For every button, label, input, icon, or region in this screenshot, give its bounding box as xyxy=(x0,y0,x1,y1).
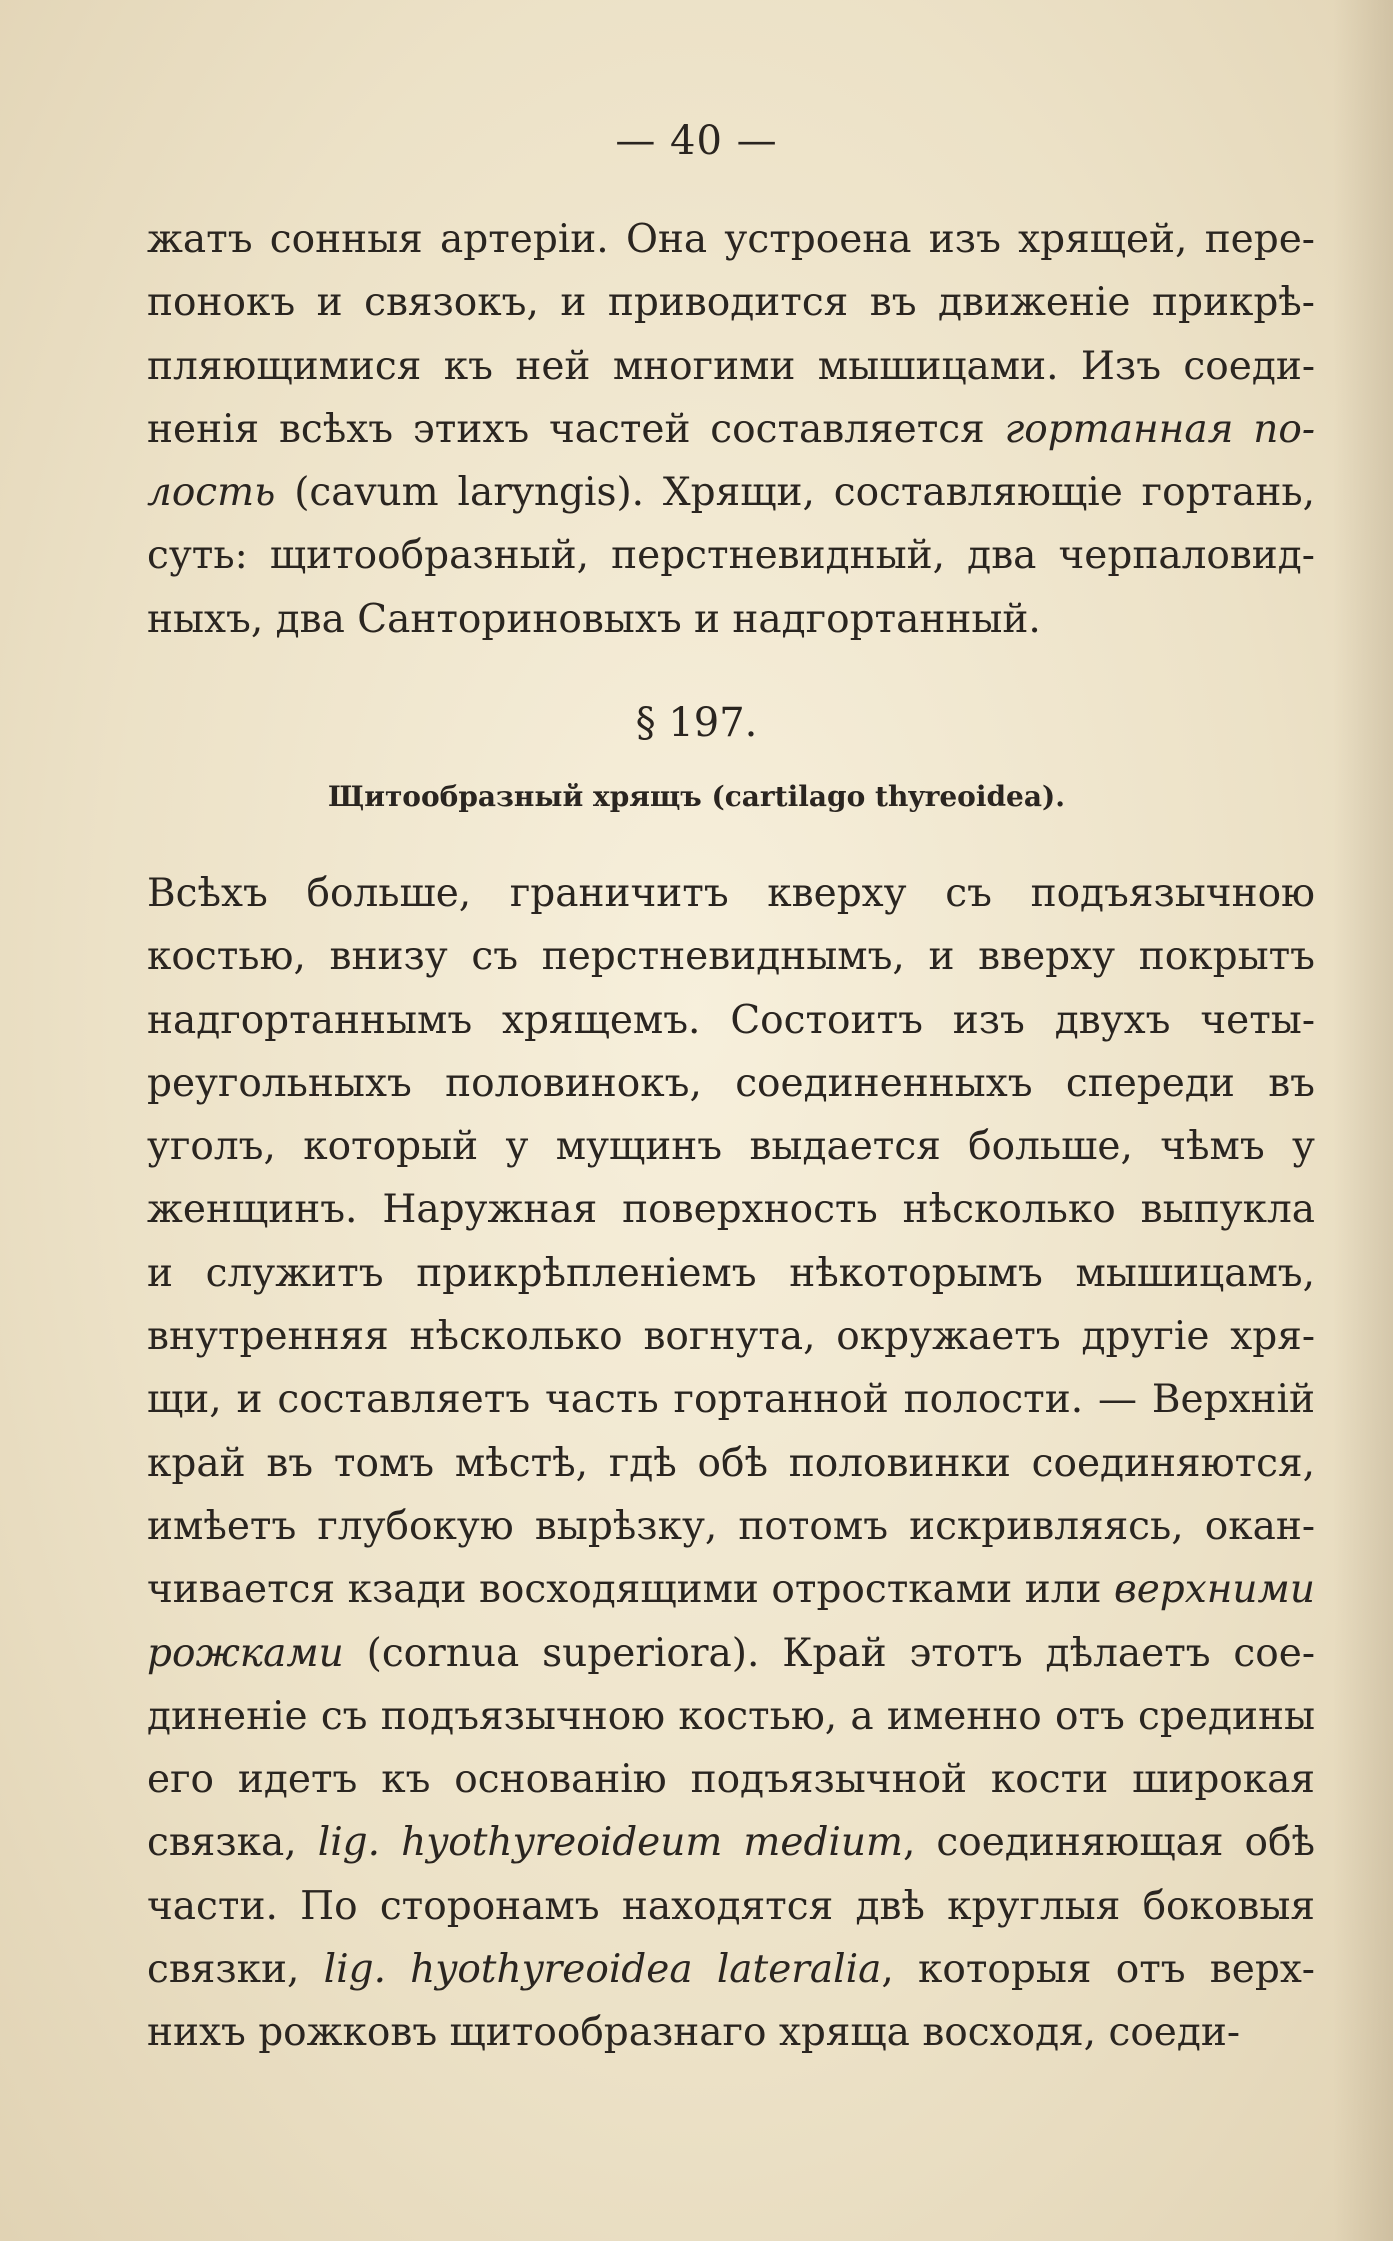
text-run: (cornua superiora). Край этотъ дѣлаетъ сое- xyxy=(343,1630,1315,1676)
text-line xyxy=(147,2001,1315,2064)
intro-paragraph xyxy=(147,208,1315,651)
text-run: верхними xyxy=(1114,1567,1315,1613)
text-line xyxy=(147,208,1315,271)
text-line xyxy=(147,1938,1315,2001)
text-run: рожками xyxy=(147,1630,344,1676)
text-line xyxy=(147,1748,1315,1811)
text-run: внутренняя нѣсколько вогнута, окружаетъ другіе хря- xyxy=(147,1314,1315,1360)
text-run: щи, и составляетъ часть гортанной полости. — Верхній xyxy=(147,1377,1315,1423)
text-run: Всѣхъ больше, граничитъ кверху съ подъязычною xyxy=(147,871,1315,916)
text-line xyxy=(147,989,1315,1052)
text-run: диненіе съ подъязычною костью, а именно отъ средины xyxy=(147,1693,1315,1739)
text-run: ныхъ, два Санториновыхъ и надгортанный. xyxy=(147,596,1041,642)
text-run: уголъ, который у мущинъ выдается больше, чѣмъ у xyxy=(147,1124,1315,1170)
text-run: лость xyxy=(147,470,276,516)
text-run: его идетъ къ основанію подъязычной кости широкая xyxy=(147,1757,1315,1803)
text-run: женщинъ. Наружная поверхность нѣсколько выпукла xyxy=(147,1187,1315,1233)
text-line xyxy=(147,1495,1315,1558)
section-number: § 197. xyxy=(635,700,758,746)
text-run: жатъ сонныя артеріи. Она устроена изъ хрящей, пере- xyxy=(147,217,1315,262)
text-line xyxy=(147,862,1315,925)
page-number: — 40 — xyxy=(615,118,778,164)
text-line xyxy=(147,1242,1315,1305)
text-run: костью, внизу съ перстневиднымъ, и вверху покрытъ xyxy=(147,934,1315,980)
text-line xyxy=(147,524,1315,587)
text-line xyxy=(147,1368,1315,1431)
text-run: (cavum laryngis). Хрящи, составляющіе гортань, xyxy=(275,470,1315,516)
text-run: суть: щитообразный, перстневидный, два черпаловид- xyxy=(147,533,1315,579)
text-run: lig. hyothyreoideum medium xyxy=(317,1820,903,1866)
text-line xyxy=(147,1305,1315,1368)
text-line xyxy=(147,1558,1315,1621)
text-line xyxy=(147,925,1315,988)
text-line xyxy=(147,398,1315,461)
text-line xyxy=(147,335,1315,398)
text-run: связка, xyxy=(147,1820,318,1866)
text-run: нихъ рожковъ щитообразнаго хряща восходя, соеди- xyxy=(147,2010,1241,2056)
text-run: , которыя отъ верх- xyxy=(881,1947,1315,1993)
text-run: части. По сторонамъ находятся двѣ круглыя боковыя xyxy=(147,1883,1315,1929)
text-line xyxy=(147,461,1315,524)
text-run: и служитъ прикрѣпленіемъ нѣкоторымъ мышицамъ, xyxy=(147,1250,1315,1296)
text-line xyxy=(147,1875,1315,1938)
text-line xyxy=(147,1685,1315,1748)
text-run: край въ томъ мѣстѣ, гдѣ обѣ половинки соединяются, xyxy=(147,1440,1315,1486)
text-run: ненія всѣхъ этихъ частей составляется xyxy=(147,406,1005,452)
text-run: lig. hyothyreoidea lateralia xyxy=(323,1947,882,1993)
text-run: имѣетъ глубокую вырѣзку, потомъ искривляясь, окан- xyxy=(147,1503,1315,1549)
text-run: гортанная по- xyxy=(1004,406,1315,452)
text-run: , соединяющая обѣ xyxy=(902,1820,1315,1866)
text-run: чивается кзади восходящими отростками или xyxy=(147,1567,1114,1613)
text-line xyxy=(147,271,1315,334)
text-line xyxy=(147,1432,1315,1495)
text-line xyxy=(147,588,1315,651)
text-run: реугольныхъ половинокъ, соединенныхъ спереди въ xyxy=(147,1060,1315,1106)
text-line xyxy=(147,1622,1315,1685)
text-run: связки, xyxy=(147,1947,324,1993)
text-run: понокъ и связокъ, и приводится въ движеніе прикрѣ- xyxy=(147,280,1315,326)
body-paragraph xyxy=(147,862,1315,2065)
text-line xyxy=(147,1052,1315,1115)
text-line xyxy=(147,1811,1315,1874)
text-run: пляющимися къ ней многими мышицами. Изъ соеди- xyxy=(147,343,1315,389)
text-line xyxy=(147,1115,1315,1178)
page-edge-shadow xyxy=(1333,0,1393,2241)
text-line xyxy=(147,1178,1315,1241)
section-heading: Щитообразный хрящъ (cartilago thyreoidea). xyxy=(327,780,1065,813)
text-run: надгортаннымъ хрящемъ. Состоитъ изъ двухъ четы- xyxy=(147,997,1315,1043)
